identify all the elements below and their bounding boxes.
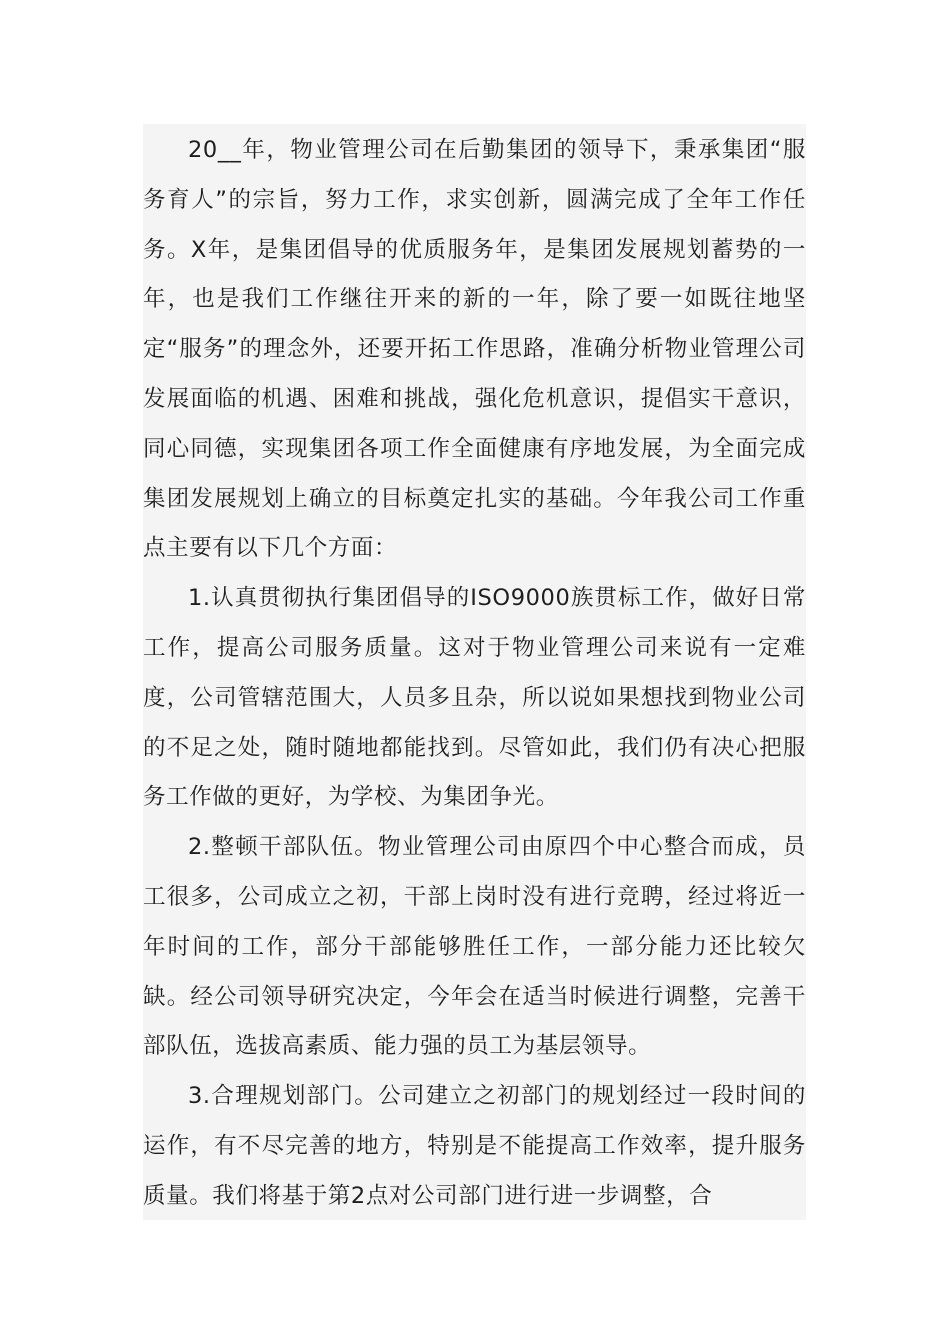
paragraph-intro: 20__年，物业管理公司在后勤集团的领导下，秉承集团“服务育人”的宗旨，努力工作，求实创新，圆满完成了全年工作任务。X年，是集团倡导的优质服务年，是集团发展规划蓄势的一年，也是我们工作继往开来的新的一年，除了要一如既往地坚定“服务”的理念外，还要开拓工作思路，准确分析物业管理公司发展面临的机遇、困难和挑战，强化危机意识，提倡实干意识，同心同德，实现集团各项工作全面健康有序地发展，为全面完成集团发展规划上确立的目标奠定扎实的基础。今年我公司工作重点主要有以下几个方面： <box>143 137 806 562</box>
document-body <box>143 124 806 1220</box>
paragraph-item-2: 2.整顿干部队伍。物业管理公司由原四个中心整合而成，员工很多，公司成立之初，干部上岗时没有进行竞聘，经过将近一年时间的工作，部分干部能够胜任工作，一部分能力还比较欠缺。经公司领导研究决定，今年会在适当时候进行调整，完善干部队伍，选拔高素质、能力强的员工为基层领导。 <box>143 834 806 1060</box>
paragraph-item-3: 3.合理规划部门。公司建立之初部门的规划经过一段时间的运作，有不尽完善的地方，特别是不能提高工作效率，提升服务质量。我们将基于第2点对公司部门进行进一步调整，合 <box>143 1083 806 1209</box>
paragraph-item-1: 1.认真贯彻执行集团倡导的ISO9000族贯标工作，做好日常工作，提高公司服务质量。这对于物业管理公司来说有一定难度，公司管辖范围大，人员多且杂，所以说如果想找到物业公司的不足之处，随时随地都能找到。尽管如此，我们仍有决心把服务工作做的更好，为学校、为集团争光。 <box>143 585 806 811</box>
